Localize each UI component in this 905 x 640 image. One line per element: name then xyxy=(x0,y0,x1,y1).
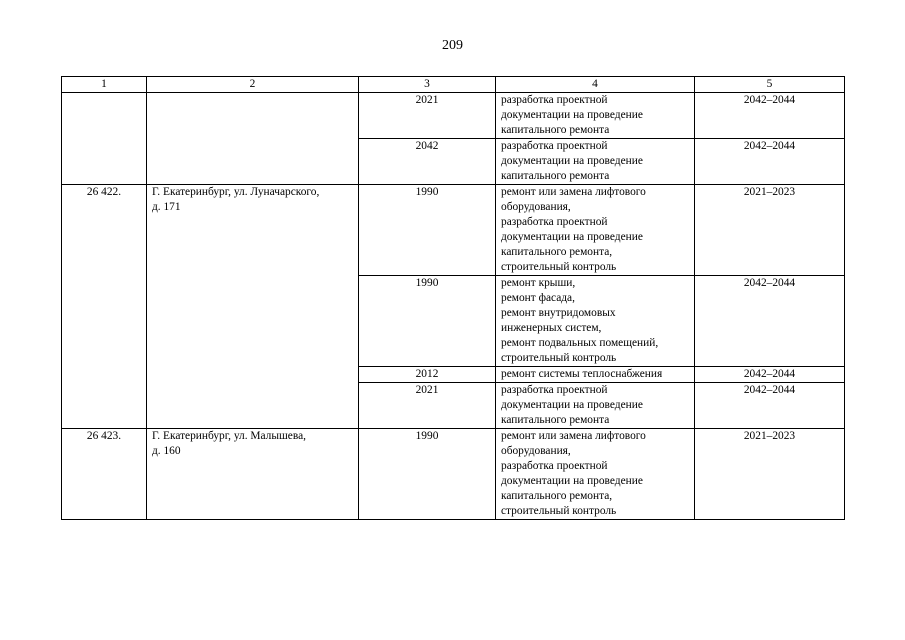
works-cell xyxy=(496,429,695,520)
header-col-3: 3 xyxy=(359,77,496,93)
work-line: капитального ремонта, xyxy=(501,490,613,502)
header-row xyxy=(62,77,845,93)
work-line: документации на проведение xyxy=(501,109,643,121)
period-cell: 2021–2023 xyxy=(695,185,845,276)
period-cell: 2042–2044 xyxy=(695,367,845,383)
work-line: ремонт внутридомовых xyxy=(501,307,616,319)
period-cell: 2042–2044 xyxy=(695,383,845,429)
work-line: ремонт или замена лифтового xyxy=(501,186,646,198)
period-cell: 2042–2044 xyxy=(695,93,845,139)
object-address xyxy=(147,429,359,520)
header-col-2: 2 xyxy=(147,77,359,93)
work-line: документации на проведение xyxy=(501,155,643,167)
work-line: документации на проведение xyxy=(501,231,643,243)
header-col-1: 1 xyxy=(62,77,147,93)
year-cell: 2012 xyxy=(359,367,496,383)
year-cell: 1990 xyxy=(359,185,496,276)
page-number: 209 xyxy=(442,38,463,53)
works-cell xyxy=(496,367,695,383)
year-cell: 2021 xyxy=(359,93,496,139)
period-cell: 2042–2044 xyxy=(695,139,845,185)
object-number xyxy=(62,93,147,185)
work-line: разработка проектной xyxy=(501,94,608,106)
period-cell: 2021–2023 xyxy=(695,429,845,520)
work-line: разработка проектной xyxy=(501,384,608,396)
work-line: строительный контроль xyxy=(501,261,617,273)
work-line: капитального ремонта xyxy=(501,170,610,182)
object-address xyxy=(147,185,359,429)
work-line: инженерных систем, xyxy=(501,322,602,334)
work-line: разработка проектной xyxy=(501,140,608,152)
table-body xyxy=(62,93,845,520)
address-line: Г. Екатеринбург, ул. Малышева, xyxy=(152,430,306,442)
work-line: капитального ремонта xyxy=(501,414,610,426)
work-line: документации на проведение xyxy=(501,399,643,411)
work-line: строительный контроль xyxy=(501,352,617,364)
year-cell: 2042 xyxy=(359,139,496,185)
work-line: ремонт крыши, xyxy=(501,277,576,289)
works-cell xyxy=(496,139,695,185)
year-cell: 2021 xyxy=(359,383,496,429)
object-address xyxy=(147,93,359,185)
year-cell: 1990 xyxy=(359,429,496,520)
table-row xyxy=(62,185,845,276)
capital-repair-table xyxy=(61,76,845,520)
address-line: Г. Екатеринбург, ул. Луначарского, xyxy=(152,186,320,198)
object-number: 26 423. xyxy=(62,429,147,520)
table-header xyxy=(62,77,845,93)
header-col-4: 4 xyxy=(496,77,695,93)
work-line: ремонт или замена лифтового xyxy=(501,430,646,442)
work-line: разработка проектной xyxy=(501,216,608,228)
work-line: ремонт системы теплоснабжения xyxy=(501,368,663,380)
work-line: ремонт подвальных помещений, xyxy=(501,337,659,349)
work-line: оборудования, xyxy=(501,445,571,457)
works-cell xyxy=(496,93,695,139)
year-cell: 1990 xyxy=(359,276,496,367)
works-cell xyxy=(496,383,695,429)
work-line: оборудования, xyxy=(501,201,571,213)
address-line: д. 171 xyxy=(152,201,181,213)
period-cell: 2042–2044 xyxy=(695,276,845,367)
work-line: документации на проведение xyxy=(501,475,643,487)
work-line: капитального ремонта, xyxy=(501,246,613,258)
table-row xyxy=(62,93,845,139)
work-line: ремонт фасада, xyxy=(501,292,575,304)
table-row xyxy=(62,429,845,520)
address-line: д. 160 xyxy=(152,445,181,457)
works-cell xyxy=(496,276,695,367)
work-line: капитального ремонта xyxy=(501,124,610,136)
work-line: строительный контроль xyxy=(501,505,617,517)
header-col-5: 5 xyxy=(695,77,845,93)
object-number: 26 422. xyxy=(62,185,147,429)
works-cell xyxy=(496,185,695,276)
work-line: разработка проектной xyxy=(501,460,608,472)
